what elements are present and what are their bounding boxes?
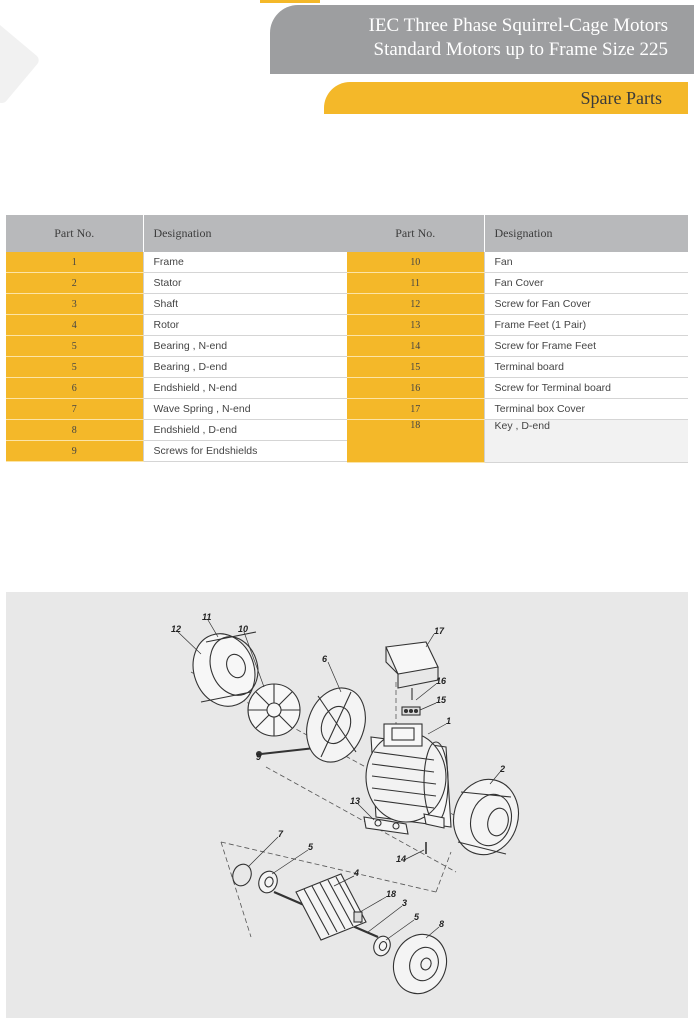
section-banner <box>324 82 688 114</box>
parts-table-right <box>347 215 688 463</box>
callout-15: 15 <box>436 695 447 705</box>
table-row <box>6 273 347 294</box>
designation: Stator <box>143 273 347 294</box>
top-accent-line <box>260 0 320 3</box>
parts-table-left <box>6 215 347 462</box>
callout-6: 6 <box>322 654 328 664</box>
table-row <box>347 399 688 420</box>
title-line-1: IEC Three Phase Squirrel-Cage Motors <box>368 15 668 36</box>
callout-17: 17 <box>434 626 445 636</box>
designation: Shaft <box>143 294 347 315</box>
fan-part <box>248 684 300 736</box>
callout-5-n: 5 <box>308 842 314 852</box>
callout-1: 1 <box>446 716 452 726</box>
callout-11: 11 <box>202 612 212 622</box>
terminal-board-part <box>402 688 420 715</box>
designation: Endshield , N-end <box>143 378 347 399</box>
table-row <box>347 294 688 315</box>
corner-decoration <box>0 15 41 106</box>
part-no: 6 <box>6 378 143 399</box>
table-row <box>6 294 347 315</box>
designation: Frame <box>143 252 347 273</box>
part-no: 5 <box>6 336 143 357</box>
callout-7: 7 <box>278 829 284 839</box>
section-title: Spare Parts <box>580 88 662 108</box>
designation: Frame Feet (1 Pair) <box>484 315 688 336</box>
table-row <box>347 273 688 294</box>
callout-9: 9 <box>256 752 262 762</box>
part-no: 11 <box>347 273 484 294</box>
callout-16: 16 <box>436 676 447 686</box>
table-row <box>347 336 688 357</box>
callout-18: 18 <box>386 889 397 899</box>
part-no: 15 <box>347 357 484 378</box>
col-header-part-no: Part No. <box>347 215 484 252</box>
callout-13: 13 <box>350 796 361 806</box>
designation: Screw for Terminal board <box>484 378 688 399</box>
col-header-part-no: Part No. <box>6 215 143 252</box>
part-no: 5 <box>6 357 143 378</box>
part-no: 10 <box>347 252 484 273</box>
part-no: 16 <box>347 378 484 399</box>
table-row <box>347 357 688 378</box>
table-row <box>6 378 347 399</box>
callout-14: 14 <box>396 854 407 864</box>
title-line-2: Standard Motors up to Frame Size 225 <box>373 39 668 60</box>
designation: Screw for Fan Cover <box>484 294 688 315</box>
designation: Terminal box Cover <box>484 399 688 420</box>
part-no: 1 <box>6 252 143 273</box>
designation: Fan Cover <box>484 273 688 294</box>
callout-12: 12 <box>171 624 182 634</box>
part-no: 8 <box>6 420 143 441</box>
designation: Key , D-end <box>484 420 688 463</box>
rotor-shaft-part <box>274 874 378 940</box>
designation: Terminal board <box>484 357 688 378</box>
part-no: 14 <box>347 336 484 357</box>
part-no: 2 <box>6 273 143 294</box>
table-row <box>6 420 347 441</box>
table-row <box>347 252 688 273</box>
table-row <box>6 441 347 462</box>
col-header-designation: Designation <box>484 215 688 252</box>
designation: Screw for Frame Feet <box>484 336 688 357</box>
bearing-n-end-part <box>256 869 280 896</box>
title-banner <box>270 5 694 74</box>
callout-4: 4 <box>354 868 360 878</box>
designation: Bearing , D-end <box>143 357 347 378</box>
designation: Bearing , N-end <box>143 336 347 357</box>
stator-part <box>445 772 526 862</box>
terminal-box-cover-part <box>386 642 438 688</box>
wave-spring-part <box>230 862 254 889</box>
table-row <box>6 336 347 357</box>
part-no: 4 <box>6 315 143 336</box>
designation: Screws for Endshields <box>143 441 347 462</box>
designation: Rotor <box>143 315 347 336</box>
col-header-designation: Designation <box>143 215 347 252</box>
table-row <box>347 420 688 463</box>
endshield-n-end-part <box>297 680 376 771</box>
table-header-row <box>347 215 688 252</box>
table-header-row <box>6 215 347 252</box>
callout-10: 10 <box>238 624 249 634</box>
part-no: 3 <box>6 294 143 315</box>
endshield-d-end-part <box>385 927 454 1001</box>
designation: Endshield , D-end <box>143 420 347 441</box>
table-row <box>6 399 347 420</box>
part-no: 13 <box>347 315 484 336</box>
motor-frame-part <box>366 724 451 827</box>
part-no: 18 <box>347 420 484 463</box>
table-row <box>347 315 688 336</box>
table-row <box>6 357 347 378</box>
table-row <box>347 378 688 399</box>
motor-exploded-drawing <box>6 592 688 1018</box>
designation: Fan <box>484 252 688 273</box>
part-no: 9 <box>6 441 143 462</box>
part-no: 7 <box>6 399 143 420</box>
exploded-view-diagram <box>6 592 688 1018</box>
part-no: 17 <box>347 399 484 420</box>
designation: Wave Spring , N-end <box>143 399 347 420</box>
table-row <box>6 252 347 273</box>
callout-2: 2 <box>500 764 506 774</box>
part-no: 12 <box>347 294 484 315</box>
callout-8: 8 <box>439 919 445 929</box>
callout-3: 3 <box>402 898 408 908</box>
callout-5-d: 5 <box>414 912 420 922</box>
table-row <box>6 315 347 336</box>
